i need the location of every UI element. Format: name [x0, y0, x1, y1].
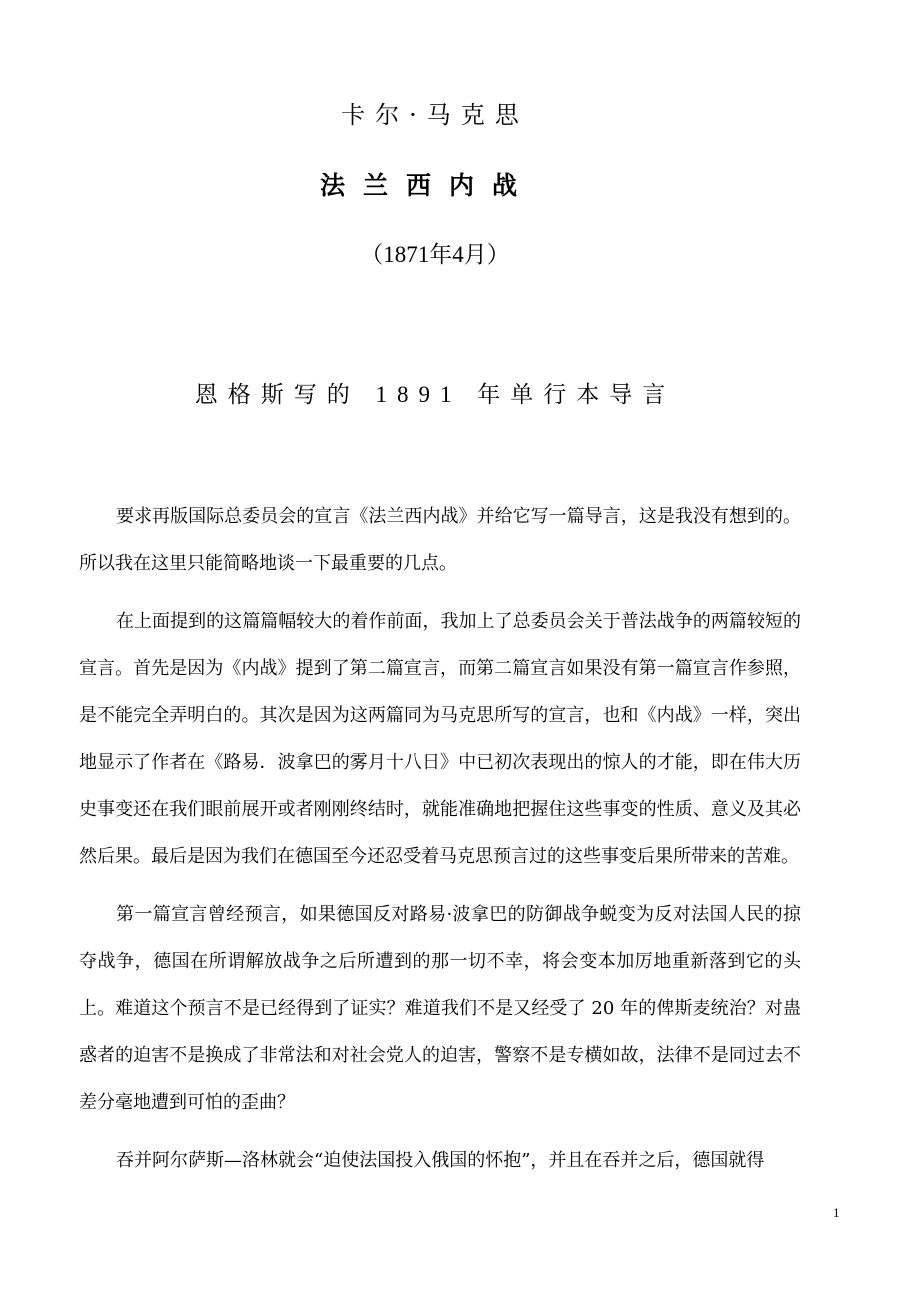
author-name: 卡尔·马克思: [341, 101, 529, 129]
section-subtitle: 恩格斯写的 1891 年单行本导言: [194, 382, 676, 407]
body-text: [79, 493, 801, 1195]
page-number: 1: [833, 1205, 840, 1220]
paragraph: 要求再版国际总委员会的宣言《法兰西内战》并给它写一篇导言，这是我没有想到的。所以我在这里只能简略地谈一下最重要的几点。: [79, 506, 801, 574]
paragraph: 第一篇宣言曾经预言，如果德国反对路易·波拿巴的防御战争蜕变为反对法国人民的掠夺战争，德国在所谓解放战争之后所遭到的那一切不幸，将会变本加厉地重新落到它的头上。难道这个预言不是已经得到了证实？难道我们不是又经受了 20 年的俾斯麦统治？对蛊惑者的迫害不是换成了非常法和对社会党人的迫害，警察不是专横如故，法律不是同过去不差分毫地遭到可怕的歪曲？: [79, 904, 801, 1113]
paragraph: 在上面提到的这篇篇幅较大的着作前面，我加上了总委员会关于普法战争的两篇较短的宣言。首先是因为《内战》提到了第二篇宣言，而第二篇宣言如果没有第一篇宣言作参照，是不能完全弄明白的。其次是因为这两篇同为马克思所写的宣言，也和《内战》一样，突出地显示了作者在《路易．波拿巴的雾月十八日》中已初次表现出的惊人的才能，即在伟大历史事变还在我们眼前展开或者刚刚终结时，就能准确地把握住这些事变的性质、意义及其必然后果。最后是因为我们在德国至今还忍受着马克思预言过的这些事变后果所带来的苦难。: [79, 611, 801, 867]
paragraph: 吞并阿尔萨斯—洛林就会“迫使法国投入俄国的怀抱”，并且在吞并之后，德国就得: [116, 1150, 765, 1171]
document-date: （1871年4月）: [360, 242, 510, 267]
document-title: 法兰西内战: [319, 171, 535, 200]
